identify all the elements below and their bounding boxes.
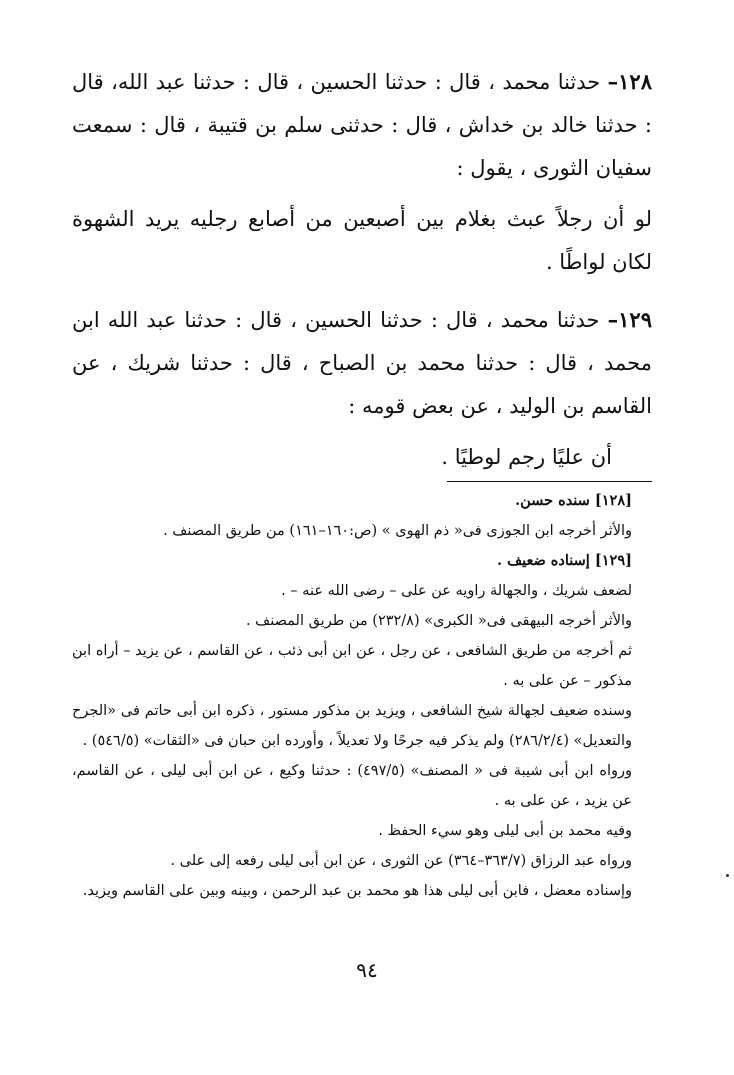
hadith-128-matn: لو أن رجلاً عبث بغلام بين أصبعين من أصابع رجليه يريد الشهوة لكان لواطًا . [72,207,652,274]
hadith-129-matn: أن عليًا رجم لوطيًا . [441,445,612,469]
footnote-line: [١٢٨] سنده حسن. [515,492,632,509]
footnote-line: لضعف شريك ، والجهالة راويه عن على – رضى الله عنه – . [281,583,632,599]
footnote-line: وسنده ضعيف لجهالة شيخ الشافعى ، ويزيد بن مذكور مستور ، ذكره ابن أبى حاتم فى «الجرح والتعديل» (٢٨٦/٢/٤) ولم يذكر فيه جرحًا ولا تعديلاً ، وأورده ابن حبان فى «الثقات» (٥٤٦/٥) . [72,703,632,749]
margin-dot [726,874,729,877]
footnote-line: وفيه محمد بن أبى ليلى وهو سيء الحفظ . [378,823,632,839]
hadith-128-number: ١٢٨– [607,69,652,94]
hadith-129-isnad-text: حدثنا محمد ، قال : حدثنا الحسين ، قال : حدثنا عبد الله ابن محمد ، قال : حدثنا محمد بن الصباح ، قال : حدثنا شريك ، عن القاسم بن الوليد ، عن بعض قومه : [72,308,652,418]
main-text [72,60,652,479]
footnotes [72,486,652,906]
hadith-128-isnad-text: حدثنا محمد ، قال : حدثنا الحسين ، قال : حدثنا عبد الله، قال : حدثنا خالد بن خداش ، قال : حدثنى سلم بن قتيبة ، قال : سمعت سفيان الثورى ، يقول : [72,70,652,180]
footnote-line: والأثر أخرجه ابن الجوزى فى« ذم الهوى » (ص:١٦٠–١٦١) من طريق المصنف . [163,523,632,539]
footnote-line: وإسناده معضل ، فابن أبى ليلى هذا هو محمد بن عبد الرحمن ، وبينه وبين على القاسم ويزيد. [82,883,632,899]
hadith-129-number: ١٢٩– [607,307,652,332]
page-number: ٩٤ [356,958,378,982]
footnote-separator [447,481,652,482]
footnote-line: ورواه عبد الرزاق (٣٦٣/٧–٣٦٤) عن الثورى ، عن ابن أبى ليلى رفعه إلى على . [170,853,632,869]
footnote-line: والأثر أخرجه البيهقى فى« الكبرى» (٢٣٢/٨) من طريق المصنف . [245,613,632,629]
footnote-line: ثم أخرجه من طريق الشافعى ، عن رجل ، عن ابن أبى ذئب ، عن القاسم ، عن يزيد – أراه ابن مذكور – عن على به . [72,643,632,689]
footnote-line: ورواه ابن أبى شيبة فى « المصنف» (٤٩٧/٥) : حدثنا وكيع ، عن ابن أبى ليلى ، عن القاسم، عن يزيد ، عن على به . [72,763,633,809]
hadith-128-isnad [72,60,652,190]
page-body [72,60,652,906]
hadith-129-isnad [72,298,652,428]
footnote-line: [١٢٩] إسناده ضعيف . [496,552,632,569]
